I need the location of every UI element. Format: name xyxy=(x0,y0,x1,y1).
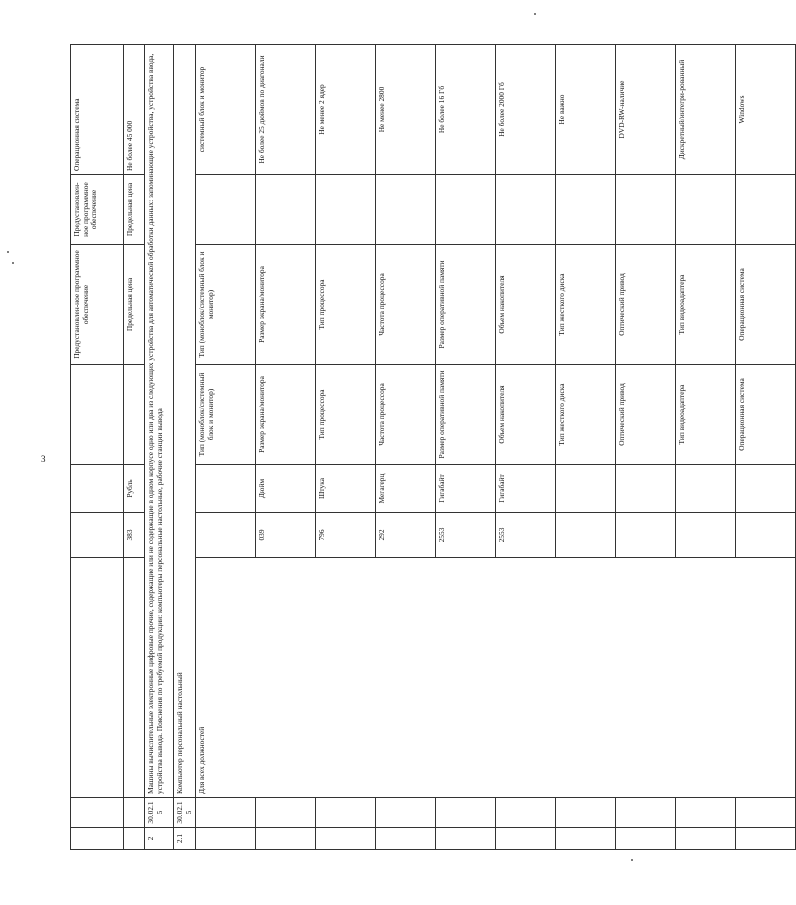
characteristic-cell: Тип процессора xyxy=(316,245,376,365)
characteristic-cell: Размер оперативной памяти xyxy=(436,245,496,365)
value-cell: Дискретный/интегри-рованный xyxy=(676,45,736,175)
characteristic-cell: Тип видеоадаптера xyxy=(676,365,736,465)
item-description-cell: Машины вычислительные электронные цифровые прочие, содержащие или не содержащие в одном корпусе одно или два из следующих устройства для автоматической обработки данных: запоминающие устройства, устройства ввода, устройства вывода. Пояснения по требуемой продукции: компьютеры персональные настольные, рабочие станции вывода xyxy=(145,45,174,798)
unit-code-cell xyxy=(196,513,256,558)
characteristic-cell: Оптический привод xyxy=(616,365,676,465)
unit-name-cell: Гигабайт xyxy=(436,465,496,513)
price-unit-cell: Рубль xyxy=(124,465,145,513)
value-cell: Не важно xyxy=(556,45,616,175)
table-row xyxy=(145,45,174,850)
value-cell: системный блок и монитор xyxy=(196,45,256,175)
characteristic-cell: Оптический привод xyxy=(616,245,676,365)
unit-name-cell: Мегагерц xyxy=(376,465,436,513)
table-row xyxy=(124,45,145,850)
unit-name-cell xyxy=(196,465,256,513)
scan-speck xyxy=(7,251,9,253)
table-row xyxy=(196,45,256,850)
value-cell: Не более 25 дюймов по диагонали xyxy=(256,45,316,175)
page-number: 3 xyxy=(41,454,46,464)
table-row xyxy=(174,45,196,850)
unit-name-cell xyxy=(616,465,676,513)
characteristic-cell: Частота процессора xyxy=(376,245,436,365)
rotated-page xyxy=(70,45,747,850)
characteristic-cell: Объем накопителя xyxy=(496,245,556,365)
okpd-code-cell: 30.02.15 xyxy=(145,798,174,828)
characteristic-cell: Операционная система xyxy=(736,365,796,465)
scan-speck xyxy=(534,13,536,15)
position-cell: Для всех должностей xyxy=(196,558,796,798)
unit-code-cell: 2553 xyxy=(436,513,496,558)
unit-code-cell xyxy=(676,513,736,558)
header-cell: Предустановлен-ное программное обеспечение xyxy=(71,245,124,365)
unit-name-cell xyxy=(736,465,796,513)
scan-speck xyxy=(631,859,633,861)
value-cell: Не менее 2 ядер xyxy=(316,45,376,175)
characteristic-cell: Размер экрана/монитора xyxy=(256,245,316,365)
item-number-cell: 2.1 xyxy=(174,828,196,850)
characteristic-cell: Тип процессора xyxy=(316,365,376,465)
characteristic-cell: Тип жесткого диска xyxy=(556,245,616,365)
value-cell: Не более 16 Гб xyxy=(436,45,496,175)
table-row xyxy=(71,45,124,850)
unit-code-cell xyxy=(616,513,676,558)
unit-code-cell xyxy=(556,513,616,558)
characteristic-cell: Операционная система xyxy=(736,245,796,365)
unit-code-cell: 2553 xyxy=(496,513,556,558)
characteristic-cell: Объем накопителя xyxy=(496,365,556,465)
price-code-cell: 383 xyxy=(124,513,145,558)
scan-speck xyxy=(12,262,14,264)
okpd-code-cell: 30.02.15 xyxy=(174,798,196,828)
characteristic-cell: Размер оперативной памяти xyxy=(436,365,496,465)
value-cell: DVD-RW-наличие xyxy=(616,45,676,175)
characteristic-cell: Тип жесткого диска xyxy=(556,365,616,465)
characteristic-cell: Частота процессора xyxy=(376,365,436,465)
value-cell: Не менее 2800 xyxy=(376,45,436,175)
item-number-cell: 2 xyxy=(145,828,174,850)
unit-name-cell xyxy=(676,465,736,513)
unit-code-cell: 292 xyxy=(376,513,436,558)
unit-name-cell xyxy=(556,465,616,513)
unit-code-cell xyxy=(736,513,796,558)
value-cell: Не более 2000 Гб xyxy=(496,45,556,175)
unit-name-cell: Штука xyxy=(316,465,376,513)
characteristic-cell: Тип видеоадаптера xyxy=(676,245,736,365)
characteristic-cell: Тип (моноблок/системный блок и монитор) xyxy=(196,365,256,465)
characteristic-cell: Тип (моноблок/системный блок и монитор) xyxy=(196,245,256,365)
price-label-cell: Предельная цена xyxy=(124,245,145,365)
price-label-cell: Предельная цена xyxy=(124,175,145,245)
characteristic-cell: Размер экрана/монитора xyxy=(256,365,316,465)
unit-name-cell: Гигабайт xyxy=(496,465,556,513)
specification-table xyxy=(70,44,796,850)
unit-code-cell: 039 xyxy=(256,513,316,558)
price-value-cell: Не более 45 000 xyxy=(124,45,145,175)
item-name-cell: Компьютер персональный настольный xyxy=(174,45,196,798)
header-cell: Операционная система xyxy=(71,45,124,175)
unit-name-cell: Дюйм xyxy=(256,465,316,513)
unit-code-cell: 796 xyxy=(316,513,376,558)
value-cell: Windows xyxy=(736,45,796,175)
header-cell: Предустановлен-ное программное обеспечение xyxy=(71,175,124,245)
